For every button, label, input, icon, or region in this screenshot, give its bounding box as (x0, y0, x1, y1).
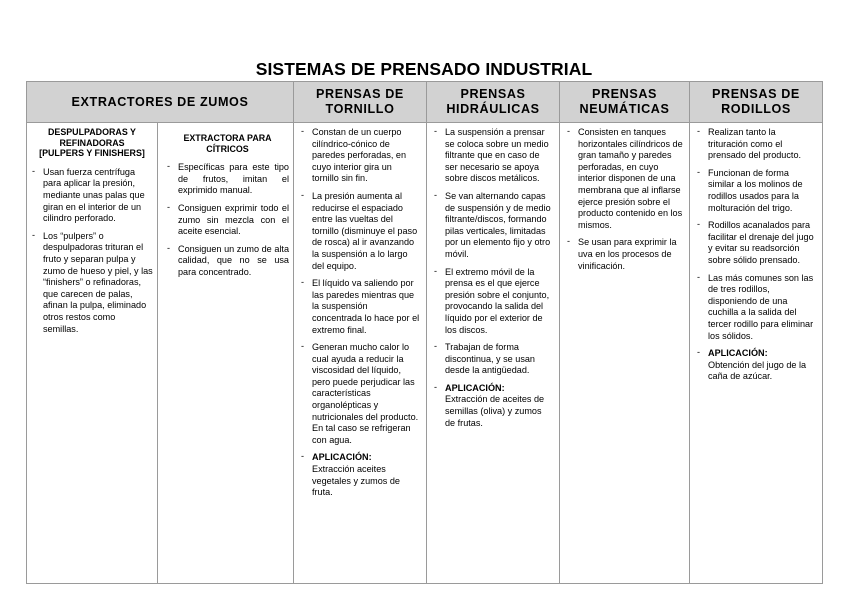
list-item: - Consiguen un zumo de alta calidad, que no se usa para concentrado. (166, 244, 289, 279)
list-item: - Específicas para este tipo de frutos, imitan el exprimido manual. (166, 162, 289, 197)
cell-hidraulicas (427, 123, 560, 584)
header-hidraulicas: PRENSAS HIDRÁULICAS (427, 82, 560, 123)
list-item: - Rodillos acanalados para facilitar el drenaje del jugo y evitar su readsorción sobre sólido prensado. (696, 220, 816, 266)
application-label: APLICACIÓN: (445, 382, 505, 393)
page-title: SISTEMAS DE PRENSADO INDUSTRIAL (255, 59, 593, 79)
header-neumaticas: PRENSAS NEUMÁTICAS (560, 82, 690, 123)
list-item: - El extremo móvil de la prensa es el que ejerce presión sobre el conjunto, provocando la salida del líquido por el exterior de los discos. (433, 267, 553, 337)
list-item: - Las más comunes son las de tres rodillos, disponiendo de una cuchilla a la salida del tercer rodillo para eliminar los sólidos. (696, 273, 816, 343)
cell-neumaticas (560, 123, 690, 584)
application-label: APLICACIÓN: (312, 452, 372, 463)
list-item: - Generan mucho calor lo cual ayuda a reducir la viscosidad del líquido, pero puede perjudicar las características organolépticas y nutricionales del producto. En tal caso se refrigeran con agua. (300, 342, 420, 446)
list-item: - La suspensión a prensar se coloca sobre un medio filtrante que en caso de ser necesario se apoya sobre discos metálicos. (433, 127, 553, 185)
list-item: - Se usan para exprimir la uva en los procesos de vinificación. (566, 237, 683, 272)
cell-tornillo (294, 123, 427, 584)
subcol-extractora-citricos (158, 123, 293, 583)
subcol-despulpadoras (27, 123, 158, 583)
cell-rodillos (690, 123, 823, 584)
application-text: Obtención del jugo de la caña de azúcar. (708, 359, 807, 382)
application-label: APLICACIÓN: (708, 348, 768, 359)
header-tornillo: PRENSAS DE TORNILLO (294, 82, 427, 123)
header-rodillos: PRENSAS DE RODILLOS (690, 82, 823, 123)
subheader-extractora-citricos: EXTRACTORA PARA CÍTRICOS (183, 133, 272, 154)
application-text: Extracción de aceites de semillas (oliva) y zumos de frutas. (445, 394, 545, 428)
list-item: - Constan de un cuerpo cilíndrico-cónico de paredes perforadas, en cuyo interior gira un tornillo sin fin. (300, 127, 420, 185)
list-item: - La presión aumenta al reducirse el espaciado entre las vueltas del tornillo (disminuye el paso de rosca) al ir avanzando la suspensión a lo largo del equipo. (300, 191, 420, 272)
application-text: Extracción aceites vegetales y zumos de fruta. (312, 464, 400, 498)
presses-table (26, 81, 823, 584)
list-item: - Se van alternando capas de suspensión y de medio filtrante/discos, formando pilas verticales, limitadas por un elemento fijo y otro móvil. (433, 191, 553, 261)
subheader-despulpadoras: DESPULPADORAS Y REFINADORAS [PULPERS Y FINISHERS] (39, 127, 145, 159)
list-item: - Trabajan de forma discontinua, y se usan desde la antigüedad. (433, 342, 553, 377)
header-extractores: EXTRACTORES DE ZUMOS (27, 82, 294, 123)
list-item: - Consiguen exprimir todo el zumo sin mezcla con el aceite esencial. (166, 203, 289, 238)
application-item (696, 348, 816, 383)
list-item: - El líquido va saliendo por las paredes mientras que la suspensión concentrada lo hace por el extremo final. (300, 278, 420, 336)
application-item (433, 383, 553, 429)
list-item: - Usan fuerza centrífuga para aplicar la presión, mediante unas palas que giran en el interior de un cilindro perforado. (31, 167, 153, 225)
list-item: - Consisten en tanques horizontales cilíndricos de gran tamaño y paredes perforadas, en cuyo interior disponen de una membrana que al inflarse ejerce presión sobre el producto contenido en los mismos. (566, 127, 683, 231)
list-item: - Realizan tanto la trituración como el prensado del producto. (696, 127, 816, 162)
table-header-row (27, 82, 823, 123)
list-item: - Funcionan de forma similar a los molinos de rodillos usados para la molturación del trigo. (696, 168, 816, 214)
cell-extractores (27, 123, 294, 584)
list-item: - Los “pulpers” o despulpadoras trituran el fruto y separan pulpa y zumo de hueso y piel, y las “finishers” o refinadoras, que carecen de palas, afinan la pulpa, eliminado otros restos como semillas. (31, 231, 153, 335)
application-item (300, 452, 420, 498)
table-body-row (27, 123, 823, 584)
